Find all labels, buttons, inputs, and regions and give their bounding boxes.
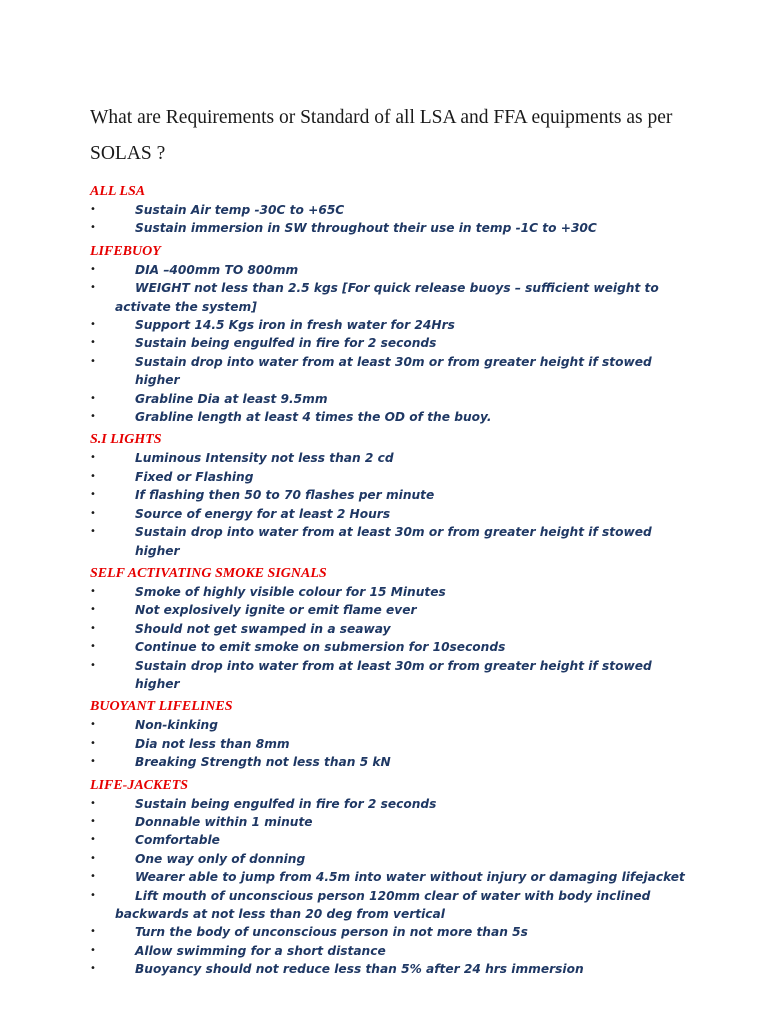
section-heading: LIFE-JACKETS <box>90 777 189 793</box>
list-item <box>90 831 688 849</box>
list-item-text: Sustain drop into water from at least 30m or from greater height if stowed higher <box>135 658 652 691</box>
bullet-icon: • <box>90 204 96 215</box>
list-item-text: Wearer able to jump from 4.5m into water without injury or damaging lifejacket <box>135 870 685 885</box>
list-item-text: Sustain immersion in SW throughout their use in temp -1C to +30C <box>135 221 597 236</box>
list-item <box>90 468 688 486</box>
section <box>90 776 688 979</box>
section <box>90 697 688 771</box>
list-item-text: Grabline length at least 4 times the OD of the buoy. <box>135 410 492 425</box>
bullet-list <box>90 261 688 427</box>
list-item-text: Comfortable <box>135 833 220 848</box>
list-item <box>90 390 688 408</box>
bullet-icon: • <box>90 926 96 938</box>
bullet-icon: • <box>90 392 96 404</box>
bullet-icon: • <box>90 889 96 901</box>
list-item-text: Lift mouth of unconscious person 120mm clear of water with body inclined backwards at not less than 20 deg from vertical <box>115 888 651 921</box>
bullet-icon: • <box>90 470 96 482</box>
bullet-icon: • <box>90 337 96 349</box>
list-item <box>90 279 688 316</box>
list-item-text: Sustain being engulfed in fire for 2 seconds <box>135 796 437 811</box>
list-item-text: Luminous Intensity not less than 2 cd <box>135 451 394 466</box>
bullet-icon: • <box>90 871 96 883</box>
list-item-text: Dia not less than 8mm <box>135 736 290 751</box>
list-item <box>90 887 688 924</box>
list-item-text: Should not get swamped in a seaway <box>135 621 391 636</box>
list-item <box>90 408 688 426</box>
section <box>90 242 688 427</box>
list-item <box>90 316 688 334</box>
page-title: What are Requirements or Standard of all LSA and FFA equipments as per SOLAS ? <box>90 107 673 164</box>
bullet-icon: • <box>90 737 96 749</box>
bullet-icon: • <box>90 963 96 975</box>
list-item <box>90 583 688 601</box>
bullet-list <box>90 795 688 979</box>
list-item <box>90 353 688 390</box>
list-item <box>90 657 688 694</box>
list-item-text: Buoyancy should not reduce less than 5% after 24 hrs immersion <box>135 962 584 977</box>
list-item-text: Grabline Dia at least 9.5mm <box>135 391 328 406</box>
bullet-icon: • <box>90 622 96 634</box>
bullet-icon: • <box>90 355 96 367</box>
bullet-icon: • <box>90 585 96 597</box>
bullet-list <box>90 449 688 559</box>
list-item-text: Not explosively ignite or emit flame ever <box>135 603 417 618</box>
list-item-text: Donnable within 1 minute <box>135 814 313 829</box>
list-item-text: DIA –400mm TO 800mm <box>135 262 299 277</box>
list-item <box>90 868 688 886</box>
bullet-icon: • <box>90 797 96 809</box>
list-item-text: Smoke of highly visible colour for 15 Minutes <box>135 584 446 599</box>
bullet-icon: • <box>90 489 96 501</box>
list-item <box>90 486 688 504</box>
bullet-icon: • <box>90 452 96 464</box>
bullet-icon: • <box>90 944 96 956</box>
list-item <box>90 813 688 831</box>
list-item <box>90 638 688 656</box>
list-item-text: Sustain Air temp -30C to +65C <box>135 203 345 217</box>
list-item <box>90 716 688 734</box>
list-item <box>90 201 688 219</box>
list-item-text: If flashing then 50 to 70 flashes per minute <box>135 488 435 503</box>
bullet-list <box>90 583 688 693</box>
list-item <box>90 219 688 237</box>
list-item <box>90 449 688 467</box>
bullet-list <box>90 716 688 771</box>
list-item <box>90 505 688 523</box>
list-item-text: Continue to emit smoke on submersion for 10seconds <box>135 640 506 655</box>
list-item-text: Fixed or Flashing <box>135 469 254 484</box>
list-item <box>90 960 688 978</box>
bullet-icon: • <box>90 222 96 234</box>
list-item-text: Sustain drop into water from at least 30m or from greater height if stowed higher <box>135 354 652 388</box>
bullet-icon: • <box>90 507 96 519</box>
section <box>90 564 688 693</box>
bullet-icon: • <box>90 526 96 538</box>
list-item-text: Support 14.5 Kgs iron in fresh water for 24Hrs <box>135 318 455 333</box>
bullet-icon: • <box>90 604 96 616</box>
list-item-text: Allow swimming for a short distance <box>135 943 386 958</box>
bullet-icon: • <box>90 719 96 731</box>
list-item <box>90 261 688 279</box>
list-item <box>90 923 688 941</box>
list-item-text: One way only of donning <box>135 851 306 866</box>
list-item-text: WEIGHT not less than 2.5 kgs [For quick release buoys – sufficient weight to activate the system] <box>115 281 659 314</box>
list-item-text: Turn the body of unconscious person in not more than 5s <box>135 925 528 940</box>
sections-container <box>90 182 688 979</box>
bullet-list <box>90 201 688 238</box>
bullet-icon: • <box>90 282 96 294</box>
bullet-icon: • <box>90 756 96 768</box>
bullet-icon: • <box>90 411 96 423</box>
list-item <box>90 850 688 868</box>
bullet-icon: • <box>90 659 96 671</box>
bullet-icon: • <box>90 641 96 653</box>
list-item-text: Breaking Strength not less than 5 kN <box>135 755 391 770</box>
list-item <box>90 753 688 771</box>
list-item <box>90 601 688 619</box>
list-item-text: Source of energy for at least 2 Hours <box>135 506 391 521</box>
bullet-icon: • <box>90 852 96 864</box>
list-item-text: Non-kinking <box>135 718 218 733</box>
bullet-icon: • <box>90 319 96 331</box>
section <box>90 182 688 238</box>
list-item <box>90 942 688 960</box>
section-heading: LIFEBUOY <box>90 243 161 259</box>
section <box>90 430 688 559</box>
list-item <box>90 334 688 352</box>
list-item <box>90 620 688 638</box>
bullet-icon: • <box>90 815 96 827</box>
list-item <box>90 735 688 753</box>
section-heading: ALL LSA <box>90 184 146 199</box>
section-heading: BUOYANT LIFELINES <box>90 699 233 715</box>
section-heading: S.I LIGHTS <box>90 432 162 448</box>
section-heading: SELF ACTIVATING SMOKE SIGNALS <box>90 565 327 581</box>
list-item-text: Sustain drop into water from at least 30m or from greater height if stowed higher <box>135 525 652 558</box>
bullet-icon: • <box>90 263 96 275</box>
list-item <box>90 795 688 813</box>
bullet-icon: • <box>90 834 96 846</box>
list-item <box>90 523 688 560</box>
list-item-text: Sustain being engulfed in fire for 2 seconds <box>135 336 437 351</box>
